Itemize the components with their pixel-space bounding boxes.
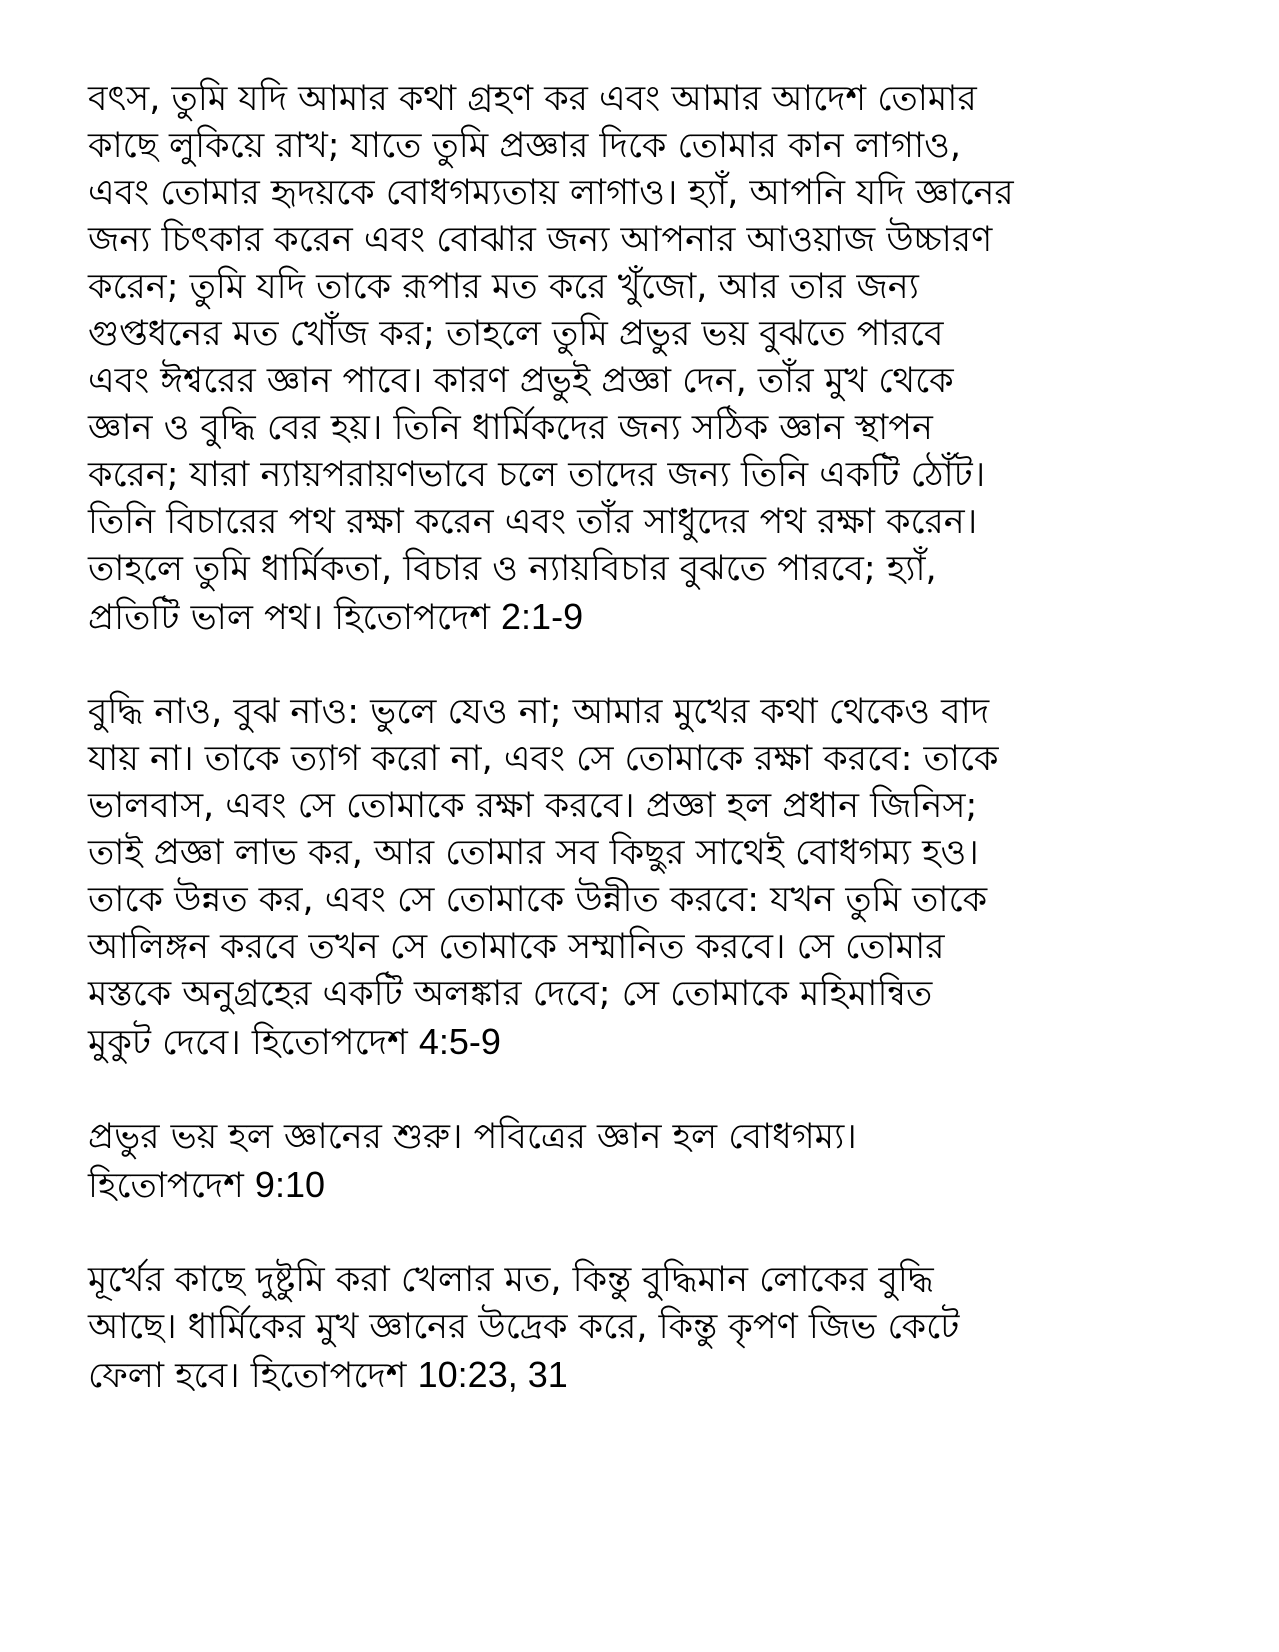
passage-line: ভালবাস, এবং সে তোমাকে রক্ষা করবে। প্রজ্ঞা হল প্রধান জিনিস; bbox=[88, 786, 978, 826]
passage-text: ফেলা হবে। হিতোপদেশ bbox=[88, 1356, 418, 1396]
passage-line: কাছে লুকিয়ে রাখ; যাতে তুমি প্রজ্ঞার দিকে তোমার কান লাগাও, bbox=[88, 126, 961, 166]
passage-text: প্রতিটি ভাল পথ। হিতোপদেশ bbox=[88, 598, 502, 638]
passage-line: তাই প্রজ্ঞা লাভ কর, আর তোমার সব কিছুর সাথেই বোধগম্য হও। bbox=[88, 833, 979, 873]
passage-line: এবং ঈশ্বরের জ্ঞান পাবে। কারণ প্রভুই প্রজ্ঞা দেন, তাঁর মুখ থেকে bbox=[88, 361, 954, 401]
passage-line: তিনি বিচারের পথ রক্ষা করেন এবং তাঁর সাধুদের পথ রক্ষা করেন। bbox=[88, 502, 978, 542]
passage-text: মুকুট দেবে। হিতোপদেশ bbox=[88, 1023, 419, 1063]
passage-proverbs-2 bbox=[88, 76, 1198, 642]
passage-line: বুদ্ধি নাও, বুঝ নাও: ভুলে যেও না; আমার মুখের কথা থেকেও বাদ bbox=[88, 692, 990, 732]
verse-reference: 4:5-9 bbox=[418, 1021, 501, 1062]
passage-line: জন্য চিৎকার করেন এবং বোঝার জন্য আপনার আওয়াজ উচ্চারণ bbox=[88, 220, 993, 260]
passage-line: আলিঙ্গন করবে তখন সে তোমাকে সম্মানিত করবে। সে তোমার bbox=[88, 927, 945, 967]
passage-line: বৎস, তুমি যদি আমার কথা গ্রহণ কর এবং আমার আদেশ তোমার bbox=[88, 79, 977, 119]
passage-proverbs-4 bbox=[88, 689, 1198, 1067]
passage-line: তাহলে তুমি ধার্মিকতা, বিচার ও ন্যায়বিচার বুঝতে পারবে; হ্যাঁ, bbox=[88, 549, 937, 589]
passage-line: মস্তকে অনুগ্রহের একটি অলঙ্কার দেবে; সে তোমাকে মহিমান্বিত bbox=[88, 974, 933, 1014]
passage-last-line bbox=[88, 1351, 1198, 1400]
passage-last-line bbox=[88, 593, 1198, 642]
verse-reference: 9:10 bbox=[254, 1164, 325, 1205]
passage-line: যায় না। তাকে ত্যাগ করো না, এবং সে তোমাকে রক্ষা করবে: তাকে bbox=[88, 739, 999, 779]
passage-line: করেন; তুমি যদি তাকে রূপার মত করে খুঁজো, আর তার জন্য bbox=[88, 267, 919, 307]
passage-line: জ্ঞান ও বুদ্ধি বের হয়। তিনি ধার্মিকদের জন্য সঠিক জ্ঞান স্থাপন bbox=[88, 408, 933, 448]
passage-line: এবং তোমার হৃদয়কে বোধগম্যতায় লাগাও। হ্যাঁ, আপনি যদি জ্ঞানের bbox=[88, 173, 1014, 213]
document-page bbox=[88, 76, 1198, 1400]
passage-proverbs-9 bbox=[88, 1114, 1198, 1210]
verse-reference: 10:23, 31 bbox=[417, 1354, 568, 1395]
passage-last-line bbox=[88, 1018, 1198, 1067]
passage-line: গুপ্তধনের মত খোঁজ কর; তাহলে তুমি প্রভুর ভয় বুঝতে পারবে bbox=[88, 314, 944, 354]
verse-reference: 2:1-9 bbox=[501, 596, 584, 637]
passage-line: মূর্খের কাছে দুষ্টুমি করা খেলার মত, কিন্তু বুদ্ধিমান লোকের বুদ্ধি bbox=[88, 1260, 934, 1300]
passage-proverbs-10 bbox=[88, 1257, 1198, 1400]
passage-line: আছে। ধার্মিকের মুখ জ্ঞানের উদ্রেক করে, কিন্তু কৃপণ জিভ কেটে bbox=[88, 1307, 960, 1347]
passage-line: প্রভুর ভয় হল জ্ঞানের শুরু। পবিত্রের জ্ঞান হল বোধগম্য। bbox=[88, 1117, 857, 1157]
passage-line: তাকে উন্নত কর, এবং সে তোমাকে উন্নীত করবে: যখন তুমি তাকে bbox=[88, 880, 988, 920]
passage-last-line bbox=[88, 1161, 1198, 1210]
passage-line: করেন; যারা ন্যায়পরায়ণভাবে চলে তাদের জন্য তিনি একটি ঠোঁট। bbox=[88, 455, 986, 495]
passage-text: হিতোপদেশ bbox=[88, 1166, 255, 1206]
